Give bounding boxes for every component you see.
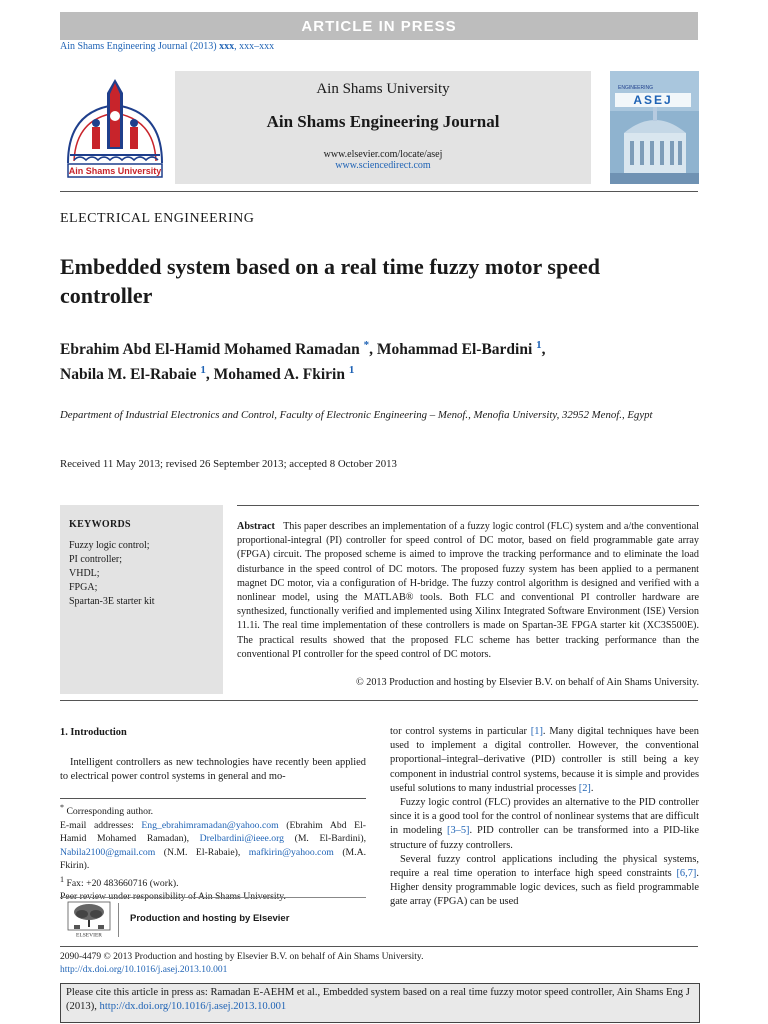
p2-text-b: . PID controller can be transformed into a PID-like structure of fuzzy controllers. bbox=[390, 825, 699, 851]
cover-acronym: ASEJ bbox=[633, 93, 673, 107]
abstract-text: This paper describes an implementation of a fuzzy logic control (FLC) system and a/the conventional proportional-integral (PI) controller for speed control of DC motor, based on field programmable gate array (FPGA) circuit. The proposed scheme is aimed to improve the tracking performance and to eliminate the load disturbance in the speed control of DC motors. The proposed fuzzy system has been applied to a permanent magnet DC motor, via a configuration of H-bridge. The fuzzy control algorithm is designed and verified with a nonlinear model, using the MATLAB® tools. Both FLC and conventional PI controller hardware are synthesized, functionally verified and implemented using Xilinx Integrated Software Environment (ISE) Version 11.1i. The real time implementation of these controllers is made on Spartan-3E FPGA starter kit (XC3S500E). The practical results showed that the proposed FLC scheme has better tracking performance than the conventional PI controller for the speed control of DC motors. bbox=[237, 521, 699, 660]
article-in-press-banner: ARTICLE IN PRESS bbox=[60, 12, 698, 40]
masthead-rule bbox=[60, 191, 698, 192]
affiliation: Department of Industrial Electronics and Control, Faculty of Electronic Engineering – Menof., Menofia University, 32952 Menof., Egypt bbox=[60, 409, 653, 421]
issn-block bbox=[60, 951, 423, 977]
keywords-list bbox=[69, 539, 155, 609]
citation-doi-link[interactable]: http://dx.doi.org/10.1016/j.asej.2013.10.001 bbox=[99, 1001, 287, 1012]
elsevier-hosting-text: Production and hosting by Elsevier bbox=[130, 913, 290, 924]
right-column bbox=[390, 725, 699, 910]
reference-link-1[interactable]: [1] bbox=[530, 726, 543, 737]
fax-number: Fax: +20 483660716 (work). bbox=[66, 877, 179, 889]
abstract-bottom-rule bbox=[60, 700, 698, 701]
reference-link-2[interactable]: [2] bbox=[578, 782, 591, 794]
article-title: Embedded system based on a real time fuzzy motor speed controller bbox=[60, 254, 600, 308]
university-name: Ain Shams University bbox=[316, 81, 450, 97]
keyword-item: Fuzzy logic control; bbox=[69, 540, 150, 551]
journal-reference[interactable] bbox=[60, 41, 274, 52]
email-link-3[interactable]: Nabila2100@gmail.com bbox=[60, 846, 156, 858]
email-link-1[interactable]: Eng_ebrahimramadan@yahoo.com bbox=[141, 819, 279, 831]
intro-heading: 1. Introduction bbox=[60, 727, 127, 738]
keyword-item: Spartan-3E starter kit bbox=[69, 596, 155, 607]
journal-cover bbox=[610, 71, 699, 184]
journal-ref-text: Ain Shams Engineering Journal (2013) bbox=[60, 41, 220, 52]
journal-name: Ain Shams Engineering Journal bbox=[266, 112, 500, 131]
keyword-item: FPGA; bbox=[69, 582, 98, 593]
author-2: , Mohammad El-Bardini bbox=[369, 341, 533, 359]
abstract-copyright: © 2013 Production and hosting by Elsevier B.V. on behalf of Ain Shams University. bbox=[355, 677, 699, 688]
paragraph-2 bbox=[390, 796, 699, 853]
sciencedirect-link[interactable]: www.sciencedirect.com bbox=[335, 160, 431, 171]
journal-ref-volume: xxx bbox=[219, 41, 235, 52]
elsevier-divider bbox=[118, 903, 119, 937]
author-2-affil-mark[interactable]: 1 bbox=[536, 339, 542, 351]
author-3: Nabila M. El-Rabaie bbox=[60, 366, 197, 384]
bottom-rule bbox=[60, 946, 698, 947]
university-logo bbox=[60, 71, 170, 184]
elsevier-hosting-box bbox=[60, 897, 366, 941]
intro-paragraph: Intelligent controllers as new technologies have recently been applied to electrical power control systems in general and mo- bbox=[60, 757, 366, 783]
journal-ref-pages: , xxx–xxx bbox=[234, 41, 275, 52]
abstract-top-rule bbox=[237, 505, 699, 506]
elsevier-wordmark: ELSEVIER bbox=[76, 932, 102, 938]
article-dates: Received 11 May 2013; revised 26 September 2013; accepted 8 October 2013 bbox=[60, 458, 397, 470]
doi-link[interactable]: http://dx.doi.org/10.1016/j.asej.2013.10.001 bbox=[60, 965, 228, 975]
university-logo-icon bbox=[60, 71, 170, 184]
author-4-affil-mark[interactable]: 1 bbox=[348, 364, 355, 377]
journal-cover-image-icon bbox=[610, 71, 699, 184]
footnote-star-mark: * bbox=[60, 803, 65, 812]
email-name-2: (M. El-Bardini), bbox=[284, 833, 366, 845]
elsevier-tree-icon bbox=[66, 901, 112, 938]
p3-text-a: Several fuzzy control applications including the physical systems, require a real time operation to interface high speed constraints bbox=[390, 853, 699, 880]
email-link-4[interactable]: mafkirin@yahoo.com bbox=[248, 846, 334, 858]
p1-text-a: tor control systems in particular bbox=[390, 726, 531, 737]
email-name-3: (N.M. El-Rabaie), bbox=[155, 846, 249, 858]
section-heading: ELECTRICAL ENGINEERING bbox=[60, 211, 255, 226]
peer-review-note: Peer review under responsibility of Ain Shams University. bbox=[60, 891, 286, 903]
fax-footnote bbox=[60, 873, 366, 891]
footnote-1-mark: 1 bbox=[60, 874, 65, 884]
abstract bbox=[237, 520, 699, 662]
email-footnote bbox=[60, 819, 366, 873]
p1-text-b: . Many digital techniques have been used to implement a digital controller. However, the conventional proportional–integral–derivative (PID) controller is still being a key component in industrial control systems, because it is simple and provides useful solutions to many industrial processes bbox=[390, 726, 699, 794]
reference-link-3-5[interactable]: [3–5] bbox=[447, 825, 470, 837]
paragraph-1 bbox=[390, 725, 699, 796]
keywords-panel bbox=[60, 505, 223, 694]
elsevier-locate-link[interactable]: www.elsevier.com/locate/asej bbox=[323, 149, 443, 160]
email-link-2[interactable]: Drelbardini@ieee.org bbox=[199, 833, 284, 845]
footnote-rule bbox=[60, 798, 366, 799]
author-list bbox=[60, 335, 700, 385]
author-1: Ebrahim Abd El-Hamid Mohamed Ramadan bbox=[60, 341, 360, 359]
journal-masthead bbox=[175, 71, 591, 184]
cover-title: ENGINEERING bbox=[618, 85, 654, 91]
citation-box bbox=[60, 983, 700, 1023]
citation-text: Please cite this article in press as: Ramadan E-AEHM et al., Embedded system based on a real time fuzzy motor speed controller, Ain Shams Eng J (2013), bbox=[66, 987, 690, 1012]
corresponding-label: Corresponding author. bbox=[66, 806, 154, 818]
masthead bbox=[60, 71, 594, 184]
author-4: , Mohamed A. Fkirin bbox=[205, 366, 345, 384]
footnotes bbox=[60, 801, 366, 904]
email-name-4: (M.A. Fkirin). bbox=[60, 846, 366, 872]
paragraph-3 bbox=[390, 853, 699, 910]
reference-link-6-7[interactable]: [6,7] bbox=[676, 868, 697, 880]
author-3-affil-mark[interactable]: 1 bbox=[200, 364, 206, 377]
keyword-item: PI controller; bbox=[69, 554, 123, 565]
email-label: E-mail addresses: bbox=[60, 819, 142, 831]
author-separator: , bbox=[541, 341, 546, 359]
abstract-label: Abstract bbox=[237, 521, 275, 532]
p2-text-a: Fuzzy logic control (FLC) provides an alternative to the PID controller since it is a good tool for the control of nonlinear systems that are difficult in modeling bbox=[390, 797, 699, 837]
logo-caption: Ain Shams University bbox=[68, 166, 162, 176]
keywords-title: KEYWORDS bbox=[69, 519, 131, 530]
issn-line: 2090-4479 © 2013 Production and hosting by Elsevier B.V. on behalf of Ain Shams University. bbox=[60, 952, 424, 962]
p3-text-b: . Higher density programmable logic devices, such as field programmable gate array (FPGA) can be used bbox=[390, 868, 699, 908]
p1-text-c: . bbox=[590, 782, 594, 794]
author-1-corresponding-mark[interactable]: * bbox=[363, 339, 370, 351]
keyword-item: VHDL; bbox=[69, 568, 100, 579]
email-name-1: (Ebrahim Abd El-Hamid Mohamed Ramadan), bbox=[60, 819, 366, 845]
corresponding-footnote bbox=[60, 801, 366, 819]
